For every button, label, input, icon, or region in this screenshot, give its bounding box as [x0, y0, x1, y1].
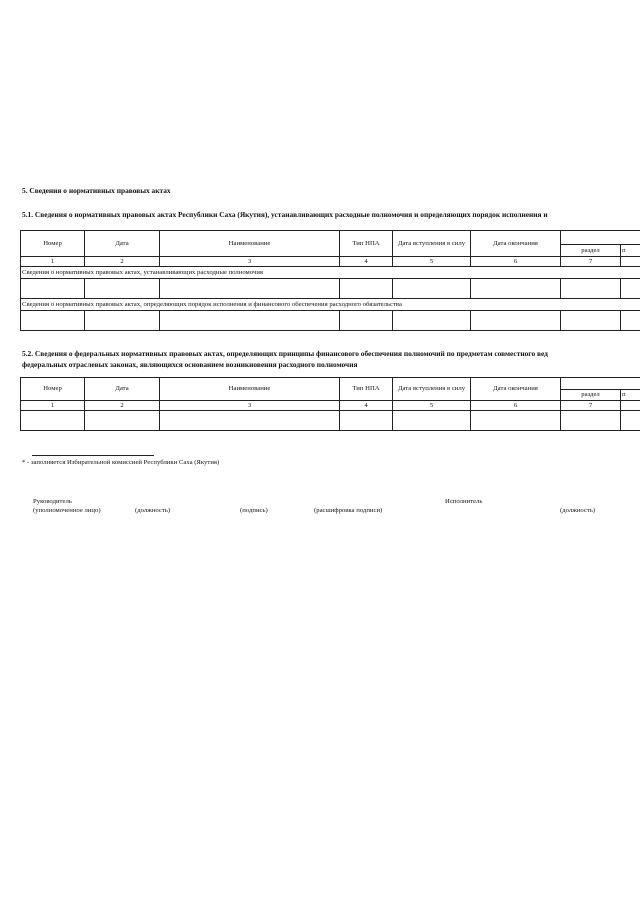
column-numbers-row	[21, 257, 640, 267]
header-effective-date: Дата вступления в силу	[393, 231, 471, 257]
col-number: 4	[340, 257, 393, 267]
signature-position: (должность)	[135, 507, 171, 514]
section-5-2-title-line1: 5.2. Сведения о федеральных нормативных правовых актах, определяющих принципы финансового обеспечения полномочий по предметам совместного вед	[22, 349, 548, 358]
table-row	[21, 411, 640, 431]
footnote: * - заполняется Избирательной комиссией Республики Саха (Якутия)	[22, 459, 220, 466]
section-5-1-title: 5.1. Сведения о нормативных правовых актах Республики Саха (Якутия), устанавливающих расходные полномочия и определяющих порядок исполнения и	[22, 210, 548, 219]
col-number: 6	[471, 401, 561, 411]
header-npa-type: Тип НПА	[340, 378, 393, 401]
col-number: 7	[561, 401, 621, 411]
section-5-title: 5. Сведения о нормативных правовых актах	[22, 186, 171, 195]
signature-decode: (расшифровка подписи)	[314, 507, 383, 514]
subheader-p: п	[621, 245, 640, 257]
header-name: Наименование	[160, 231, 340, 257]
signature-head-label: Руководитель	[33, 498, 72, 505]
signature-sign: (подпись)	[240, 507, 268, 514]
table-row	[21, 279, 640, 299]
header-date: Дата	[85, 378, 160, 401]
column-numbers-row	[21, 401, 640, 411]
col-number	[621, 401, 640, 411]
subheader-p: п	[621, 390, 640, 401]
col-number: 2	[85, 401, 160, 411]
footnote-divider	[32, 455, 154, 456]
table-row	[21, 311, 640, 331]
header-end-date: Дата окончания	[471, 231, 561, 257]
executor-position: (должность)	[560, 507, 596, 514]
col-number: 6	[471, 257, 561, 267]
subheader-section: раздел	[561, 245, 621, 257]
header-number: Номер	[21, 378, 85, 401]
header-number: Номер	[21, 231, 85, 257]
executor-label: Исполнитель	[445, 498, 483, 505]
table-federal-acts	[20, 377, 640, 431]
group-row-establishing: Сведения о нормативных правовых актах, устанавливающих расходные полномочия	[21, 267, 640, 279]
col-number: 5	[393, 257, 471, 267]
col-number: 2	[85, 257, 160, 267]
group-row-procedure: Сведения о нормативных правовых актах, определяющих порядок исполнения и финансового обеспечения расходного обязательства	[21, 299, 640, 311]
col-number: 1	[21, 257, 85, 267]
header-date: Дата	[85, 231, 160, 257]
col-number: 3	[160, 401, 340, 411]
subheader-section: раздел	[561, 390, 621, 401]
col-number	[621, 257, 640, 267]
col-number: 5	[393, 401, 471, 411]
header-end-date: Дата окончания	[471, 378, 561, 401]
col-number: 4	[340, 401, 393, 411]
header-name: Наименование	[160, 378, 340, 401]
header-group	[561, 231, 640, 245]
header-npa-type: Тип НПА	[340, 231, 393, 257]
signature-head-sub: (уполномоченное лицо)	[33, 507, 101, 514]
col-number: 7	[561, 257, 621, 267]
header-group	[561, 378, 640, 390]
table-regional-acts	[20, 230, 640, 331]
col-number: 1	[21, 401, 85, 411]
header-effective-date: Дата вступления в силу	[393, 378, 471, 401]
section-5-2-title-line2: федеральных отраслевых законах, являющихся основанием возникновения расходного полномочия	[22, 360, 358, 369]
col-number: 3	[160, 257, 340, 267]
